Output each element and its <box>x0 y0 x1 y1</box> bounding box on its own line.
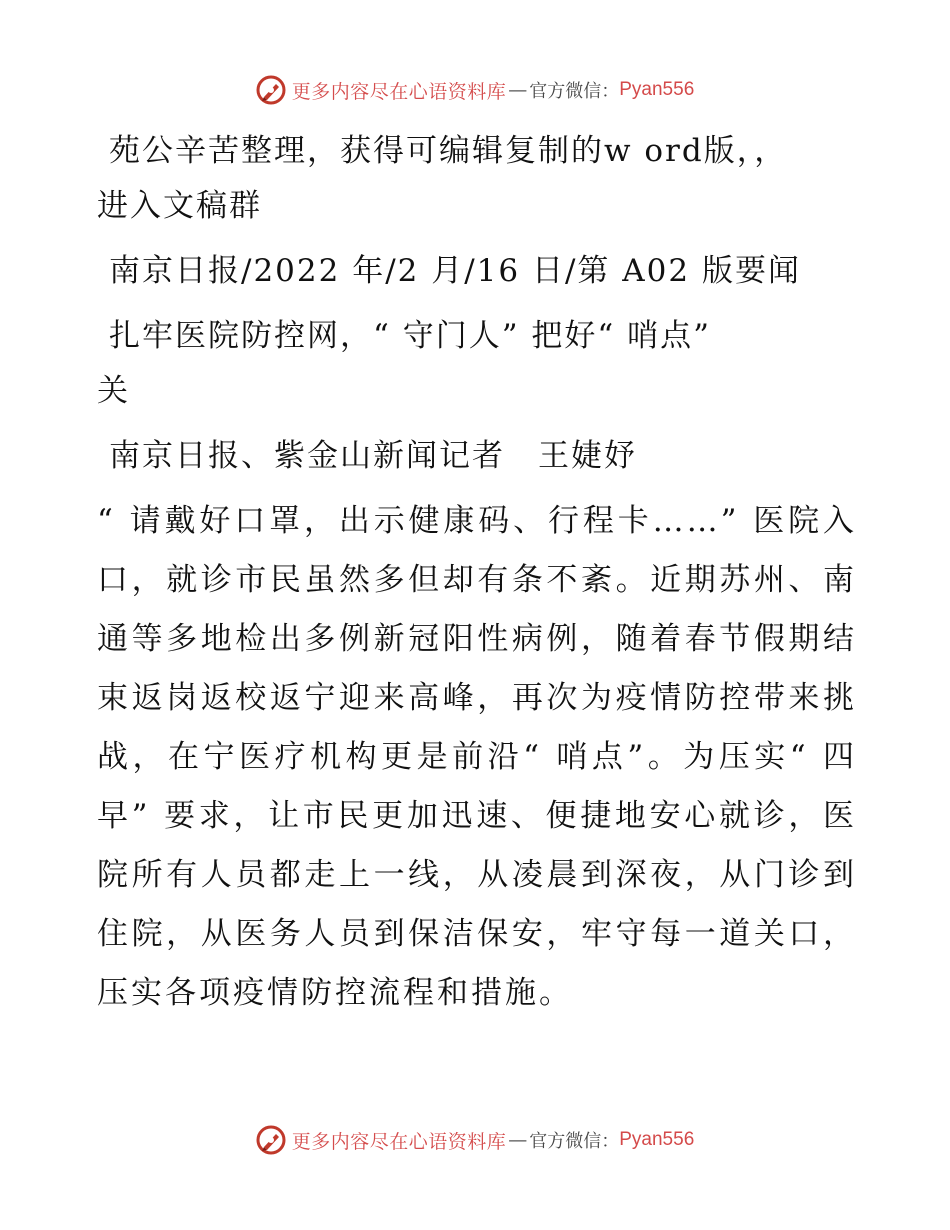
watermark-account: Pyan556 <box>619 1129 695 1150</box>
source-line: 南京日报/2022 年/2 月/16 日/第 A02 版要闻 <box>109 253 801 289</box>
pen-logo-icon <box>256 1125 286 1155</box>
article-title-line-1: 扎牢医院防控网，“ 守门人” 把好“ 哨点” <box>109 318 711 354</box>
intro-line-1: 苑公辛苦整理，获得可编辑复制的w ord版，， <box>109 133 788 169</box>
article-paragraph: “ 请戴好口罩，出示健康码、行程卡……” 医院入口，就诊市民虽然多但却有条不紊。近期苏州、南通等多地检出多例新冠阳性病例，随着春节假期结束返岗返校返宁迎来高峰，再次为疫情防控带来挑战，在宁医疗机构更是前沿“ 哨点”。为压实“ 四早” 要求，让市民更加迅速、便捷地安心就诊，医院所有人员都走上一线，从凌晨到深夜，从门诊到住院，从医务人员到保洁保安，牢守每一道关口，压实各项疫情防控流程和措施。 <box>97 503 857 1011</box>
byline: 南京日报、紫金山新闻记者 王婕妤 <box>109 438 637 474</box>
header-watermark <box>0 70 950 110</box>
watermark-account: Pyan556 <box>619 79 695 100</box>
document-body <box>97 124 857 1023</box>
intro-line-2: 进入文稿群 <box>97 188 262 224</box>
watermark-main-text: 更多内容尽在心语资料库 <box>291 1130 507 1153</box>
watermark-label: 官方微信： <box>529 81 620 102</box>
watermark-main-text: 更多内容尽在心语资料库 <box>291 80 507 103</box>
watermark-label: 官方微信： <box>529 1131 620 1152</box>
pen-logo-icon <box>256 75 286 105</box>
watermark-dash: — <box>508 1129 528 1151</box>
footer-watermark <box>0 1120 950 1160</box>
watermark-dash: — <box>508 79 528 101</box>
article-title-line-2: 关 <box>97 373 130 409</box>
